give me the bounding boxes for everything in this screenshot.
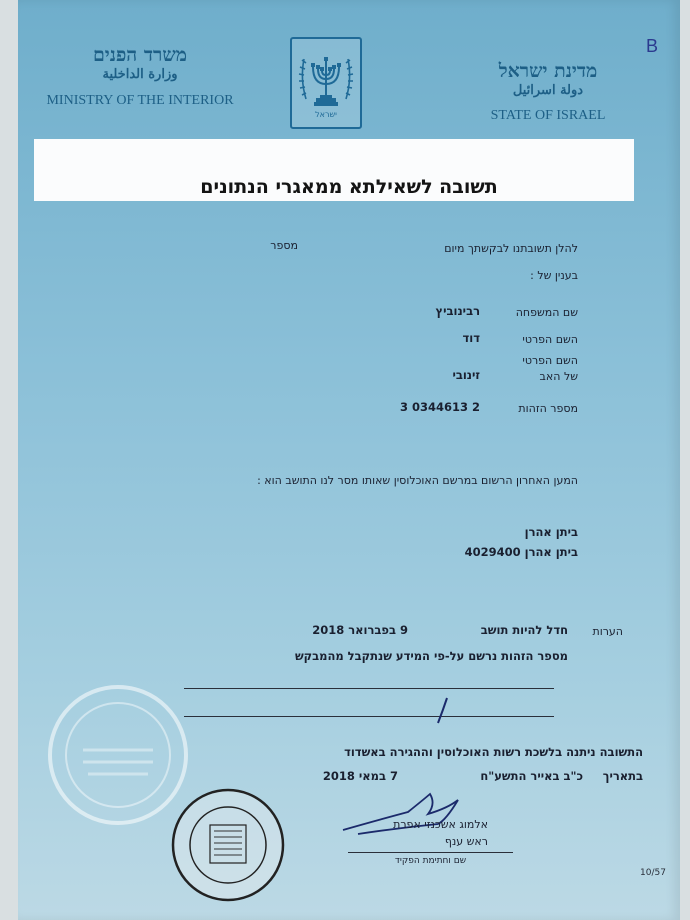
signatory-role: ראש ענף bbox=[444, 835, 488, 848]
state-english: STATE OF ISRAEL bbox=[490, 108, 606, 123]
ministry-hebrew: משרד הפנים bbox=[92, 44, 188, 66]
address-line-1: ביתן אהרן bbox=[524, 525, 578, 539]
address-line-2: ביתן אהרן 4029400 bbox=[464, 545, 578, 559]
form-code: 10/57 bbox=[640, 868, 666, 878]
state-emblem-icon bbox=[290, 37, 362, 129]
id-number-value: 3 0344613 2 bbox=[399, 400, 480, 414]
signature-line bbox=[348, 852, 513, 853]
answer-label: להלן תשובתנו לבקשתך מיום bbox=[444, 242, 578, 255]
issued-office: התשובה ניתנה בלשכת רשות האוכלוסין וההגירה באשדוד bbox=[344, 745, 643, 759]
blank-line-2 bbox=[184, 716, 554, 717]
state-arabic: دولة اسرائيل bbox=[512, 83, 584, 98]
svg-text:ישראל: ישראל bbox=[315, 110, 337, 119]
signatory-name: אלמוג אשכנזי אפרת bbox=[393, 818, 488, 831]
number-label: מספר bbox=[270, 239, 298, 252]
father-name-label-1: השם הפרטי bbox=[522, 354, 578, 367]
signature-caption: שם וחתימת הפקיד bbox=[394, 856, 467, 866]
state-hebrew: מדינת ישראל bbox=[498, 60, 598, 82]
regarding-label: בענין של : bbox=[530, 269, 578, 282]
notes-label: הערות bbox=[592, 625, 623, 638]
notes-status: חדל להיות תושב bbox=[480, 623, 568, 637]
id-number-label: מספר הזהות bbox=[518, 402, 578, 415]
handwritten-signature bbox=[338, 790, 478, 840]
pen-stroke-mark bbox=[433, 696, 453, 726]
address-intro: המען האחרון הרשום במרשם האוכלוסין שאותו מסר לנו התושב הוא : bbox=[257, 474, 578, 487]
first-name-value: דוד bbox=[462, 331, 480, 345]
notes-date: 9 בפברואר 2018 bbox=[312, 623, 408, 637]
ministry-arabic: وزارة الداخلية bbox=[102, 67, 178, 82]
document-title: תשובה לשאילתא ממאגרי הנתונים bbox=[200, 176, 498, 198]
notes-id-note: מספר הזהות נרשם על-פי המידע שנתקבל מהמבקש bbox=[294, 649, 568, 663]
blank-line-1 bbox=[184, 688, 554, 689]
issued-hebrew-date: כ"ב באייר התשע"ח bbox=[480, 769, 583, 783]
corner-mark: B bbox=[646, 36, 659, 56]
first-name-label: השם הפרטי bbox=[522, 333, 578, 346]
ministry-english: MINISTRY OF THE INTERIOR bbox=[46, 93, 234, 108]
embossed-seal-icon bbox=[43, 680, 193, 830]
issued-date-label: בתאריך bbox=[602, 769, 643, 783]
father-name-label-2: של האב bbox=[539, 370, 578, 383]
issued-gregorian-date: 7 במאי 2018 bbox=[322, 769, 398, 783]
document-page bbox=[18, 0, 680, 920]
family-name-value: רבינוביץ bbox=[435, 304, 480, 318]
father-name-value: זינובי bbox=[452, 368, 480, 382]
family-name-label: שם המשפחה bbox=[515, 306, 578, 319]
